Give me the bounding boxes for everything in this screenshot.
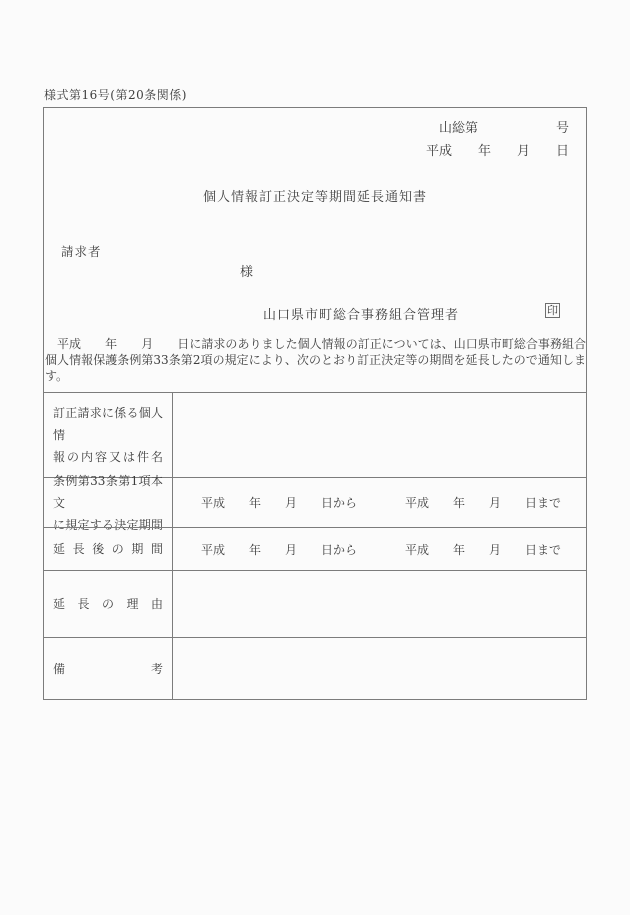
row-label: 訂正請求に係る個人情 報の内容又は件名 bbox=[44, 393, 173, 477]
row-label: 延長後の期間 bbox=[44, 528, 173, 570]
doc-number-line: 山総第 号 bbox=[438, 121, 569, 136]
cell-value bbox=[173, 393, 586, 477]
notice-paragraph: 平成 年 月 日に請求のありました個人情報の訂正については、山口県市町総合事務組合個人情報保護条例第33条第2項の規定により、次のとおり訂正決定等の期間を延長したので通知します。 bbox=[45, 337, 586, 383]
cell-value bbox=[173, 638, 586, 699]
form-code-label: 様式第16号(第20条関係) bbox=[44, 88, 187, 102]
table-row-extended-period bbox=[44, 527, 586, 570]
table-row-remarks bbox=[44, 637, 586, 699]
cell-value: 平成 年 月 日から 平成 年 月 日まで bbox=[201, 496, 562, 510]
table-row-correction-content bbox=[44, 392, 586, 477]
document-header bbox=[426, 117, 569, 163]
row-label: 延長の理由 bbox=[44, 571, 173, 637]
cell-value bbox=[173, 571, 586, 637]
honorific-label: 様 bbox=[240, 265, 254, 280]
issue-date-line: 平成 年 月 日 bbox=[425, 144, 569, 159]
issuer-name: 山口県市町総合事務組合管理者 bbox=[263, 308, 460, 323]
cell-value: 平成 年 月 日から 平成 年 月 日まで bbox=[201, 542, 562, 557]
claimant-label: 請求者 bbox=[61, 244, 102, 259]
table-row-decision-period bbox=[44, 473, 586, 532]
form-table bbox=[44, 392, 586, 699]
row-label: 条例第33条第1項本文 に規定する決定期間 bbox=[44, 478, 173, 527]
issuer-line bbox=[44, 304, 586, 323]
document-box bbox=[43, 107, 587, 700]
seal-mark-icon: 印 bbox=[547, 304, 558, 317]
table-row-extension-reason bbox=[44, 570, 586, 637]
row-label: 備考 bbox=[44, 638, 173, 699]
document-title: 個人情報訂正決定等期間延長通知書 bbox=[202, 190, 427, 205]
